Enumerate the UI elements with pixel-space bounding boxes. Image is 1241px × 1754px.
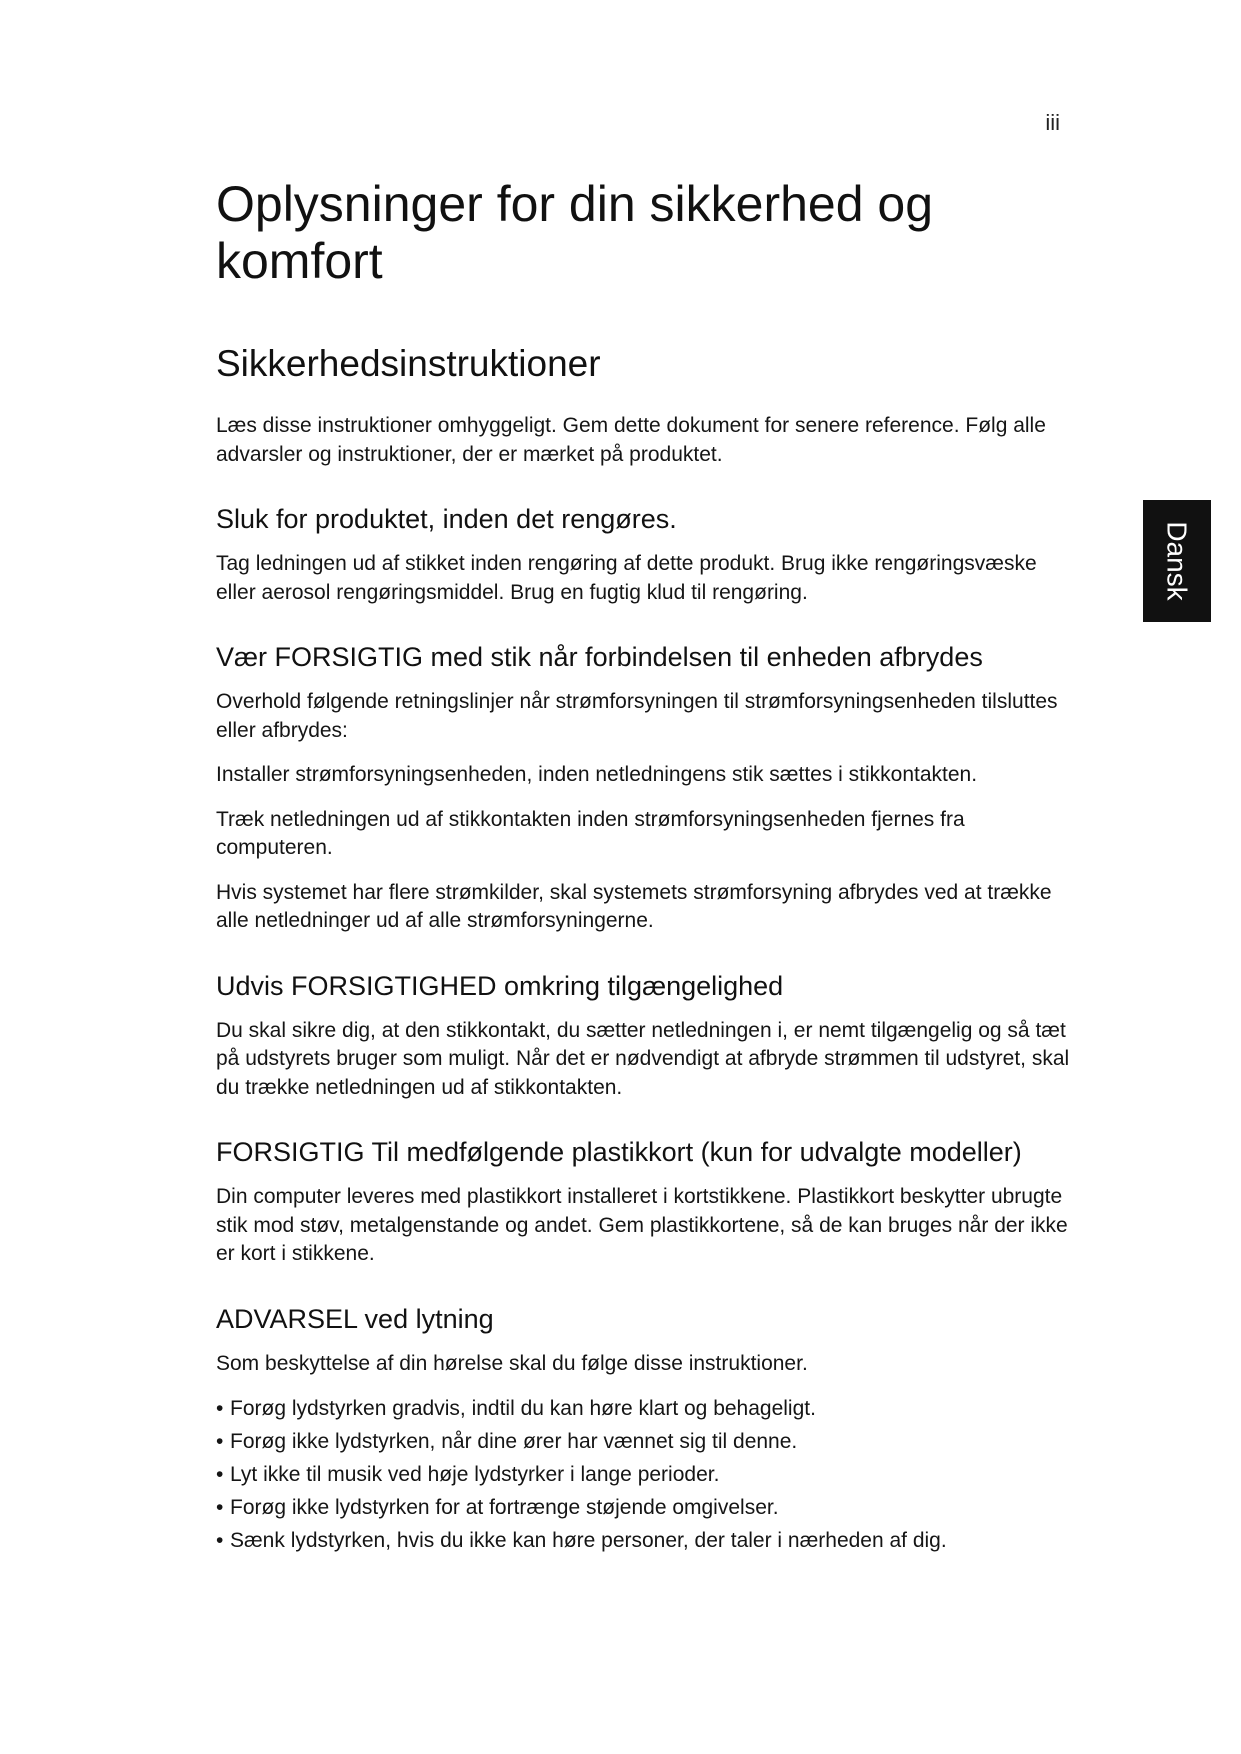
paragraph: Som beskyttelse af din hørelse skal du følge disse instruktioner. — [216, 1351, 808, 1375]
section-heading: Udvis FORSIGTIGHED omkring tilgængelighed — [216, 970, 784, 1001]
list-item — [216, 1458, 1076, 1491]
paragraph: Du skal sikre dig, at den stikkontakt, du sætter netledningen i, er nemt tilgængelig og så tæt på udstyrets bruger som muligt. Når det er nødvendigt at afbryde strømmen til udstyret, skal du trække netledningen ud af stikkontakten. — [216, 1018, 1070, 1099]
list-item — [216, 1491, 1076, 1524]
section-plug-caution — [216, 640, 1076, 936]
document-body — [216, 176, 1076, 1557]
paragraph: Installer strømforsyningsenheden, inden netledningens stik sættes i stikkontakten. — [216, 763, 978, 786]
paragraph: Træk netledningen ud af stikkontakten inden strømforsyningsenheden fjernes fra computeren. — [216, 807, 965, 859]
section-heading: Sluk for produktet, inden det rengøres. — [216, 504, 677, 534]
list-item-text: Forøg lydstyrken gradvis, indtil du kan høre klart og behageligt. — [230, 1397, 816, 1420]
list-item — [216, 1524, 1076, 1557]
list-item — [216, 1425, 1076, 1458]
language-tab — [1143, 500, 1211, 622]
bullet-icon: • — [216, 1430, 224, 1453]
paragraph: Hvis systemet har flere strømkilder, skal systemets strømforsyning afbrydes ved at trække alle netledninger ud af alle strømforsyningerne. — [216, 880, 1052, 932]
list-item-text: Forøg ikke lydstyrken, når dine ører har vænnet sig til denne. — [230, 1430, 798, 1453]
bullet-icon: • — [216, 1529, 224, 1552]
section-heading: FORSIGTIG Til medfølgende plastikkort (kun for udvalgte modeller) — [216, 1137, 1022, 1167]
language-tab-label: Dansk — [1162, 521, 1193, 601]
paragraph: Tag ledningen ud af stikket inden rengøring af dette produkt. Brug ikke rengøringsvæske eller aerosol rengøringsmiddel. Brug en fugtig klud til rengøring. — [216, 552, 1037, 604]
section-accessibility — [216, 969, 1076, 1103]
page-title: Oplysninger for din sikkerhed og komfort — [216, 176, 934, 289]
bullet-list — [216, 1392, 1076, 1557]
section-heading: Vær FORSIGTIG med stik når forbindelsen til enheden afbrydes — [216, 642, 983, 672]
section-cleaning — [216, 502, 1076, 607]
bullet-icon: • — [216, 1397, 224, 1420]
section-heading: ADVARSEL ved lytning — [216, 1303, 494, 1334]
section-listening-warning — [216, 1302, 1076, 1558]
paragraph: Din computer leveres med plastikkort installeret i kortstikkene. Plastikkort beskytter ubrugte stik mod støv, metalgenstande og andet. Gem plastikkortene, så de kan bruges når der ikke er kort i stikkene. — [216, 1185, 1068, 1265]
list-item-text: Forøg ikke lydstyrken for at fortrænge støjende omgivelser. — [230, 1496, 779, 1519]
intro-paragraph: Læs disse instruktioner omhyggeligt. Gem dette dokument for senere reference. Følg alle advarsler og instruktioner, der er mærket på produktet. — [216, 414, 1046, 466]
section-title: Sikkerhedsinstruktioner — [216, 343, 601, 384]
list-item-text: Lyt ikke til musik ved høje lydstyrker i lange perioder. — [230, 1463, 720, 1486]
list-item — [216, 1392, 1076, 1425]
list-item-text: Sænk lydstyrken, hvis du ikke kan høre personer, der taler i nærheden af dig. — [230, 1529, 947, 1552]
paragraph: Overhold følgende retningslinjer når strømforsyningen til strømforsyningsenheden tilsluttes eller afbrydes: — [216, 690, 1058, 742]
section-plastic-cards — [216, 1135, 1076, 1269]
bullet-icon: • — [216, 1463, 224, 1486]
bullet-icon: • — [216, 1496, 224, 1519]
page-number: iii — [1045, 110, 1060, 135]
